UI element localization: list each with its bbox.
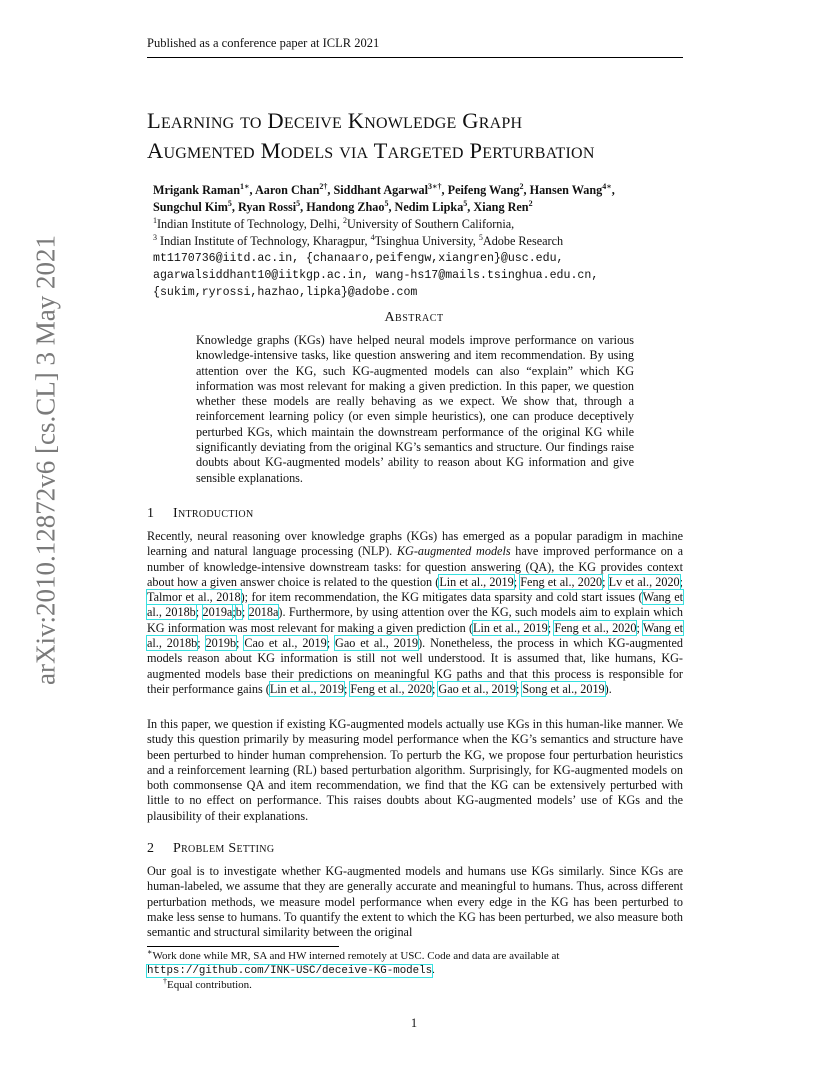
citation-link[interactable]: Cao et al., 2019: [244, 636, 327, 651]
author-name: Mrigank Raman: [153, 183, 241, 197]
citation-link[interactable]: Lin et al., 2019: [269, 681, 344, 696]
author-mark: 1∗: [240, 181, 250, 191]
body-text: ;: [513, 574, 521, 589]
citation-link[interactable]: Lv et al., 2020: [608, 574, 680, 589]
footnote-1: [147, 949, 683, 978]
author-mark: 2: [519, 181, 524, 191]
intro-paragraph-1: [147, 529, 683, 697]
section-1-heading: [147, 506, 253, 522]
email-line: {sukim,ryrossi,hazhao,lipka}@adobe.com: [153, 286, 418, 299]
citation-link[interactable]: Song et al., 2019: [522, 681, 605, 696]
body-text: ;: [195, 605, 203, 620]
author-name: Sungchul Kim: [153, 200, 228, 214]
body-text: ;: [602, 574, 609, 589]
problem-setting-paragraph: Our goal is to investigate whether KG-augmented models and humans use KGs similarly. Since KGs are human-labeled, we assume that they are generally accurate and meaningful to humans. Thus, across different perturbation methods, we measure model performance when every edge in the KG has been perturbed to make less sense to humans. To quantify the extent to which the KG has been perturbed, we also measure both semantic and structural similarity between the original: [147, 864, 683, 940]
author-separator: ,: [611, 183, 615, 197]
citation-link[interactable]: Gao et al., 2019: [438, 681, 516, 696]
body-text: ;: [431, 681, 439, 696]
author-name: , Aaron Chan: [249, 183, 320, 197]
author-name: , Ryan Rossi: [231, 200, 297, 214]
title-line-2: Augmented Models via Targeted Perturbation: [147, 138, 595, 163]
citation-link[interactable]: 2019b: [205, 636, 237, 651]
arxiv-id[interactable]: arXiv:2010.12872v6 [cs.CL] 3 May 2021: [30, 235, 61, 685]
body-text: ;: [547, 620, 555, 635]
body-text: ;: [241, 605, 249, 620]
section-title: Problem Setting: [173, 841, 275, 856]
author-mark: 5: [384, 198, 389, 208]
footnote-text: Work done while MR, SA and HW interned remotely at USC. Code and data are available at: [152, 950, 560, 962]
section-number: 2: [147, 841, 155, 856]
body-text: ). Nonetheless, the process in which KG-augmented models reason about KG information is still not well understood. It is assumed that, like humans, KG-augmented models base their predictions on meaningful KG paths and that this process is responsible for their performance gains (: [147, 636, 684, 696]
email-line: agarwalsiddhant10@iitkgp.ac.in, wang-hs17@mails.tsinghua.edu.cn,: [153, 269, 599, 282]
author-mark: 4∗: [602, 181, 612, 191]
body-text: ;: [679, 574, 684, 589]
body-text: Recently, neural reasoning over knowledge graphs (KGs) has emerged as a popular paradigm in machine learning and natural language processing (NLP).: [147, 529, 683, 559]
author-name: , Xiang Ren: [467, 200, 529, 214]
body-text: ). Furthermore, by using attention over the KG, such models aim to explain which KG information was most relevant for making a given prediction (: [147, 605, 684, 635]
body-text: ;: [232, 605, 236, 620]
citation-link[interactable]: 2019a: [202, 605, 233, 620]
section-2-heading: [147, 841, 274, 857]
email-line: mt1170736@iitd.ac.in, {chanaaro,peifengw,xiangren}@usc.edu,: [153, 252, 564, 265]
body-text: ;: [515, 681, 523, 696]
citation-link[interactable]: Feng et al., 2020: [520, 574, 603, 589]
footnote-rule: [147, 946, 339, 947]
affiliation-mark: 3: [153, 232, 157, 242]
affiliation-text: University of Southern California,: [346, 217, 515, 231]
section-title: Introduction: [173, 506, 254, 521]
body-text: ;: [343, 681, 351, 696]
citation-link[interactable]: 2018a: [248, 605, 279, 620]
author-block: [153, 182, 693, 301]
citation-link[interactable]: Lin et al., 2019: [473, 620, 548, 635]
affiliation-text: Indian Institute of Technology, Delhi,: [157, 217, 343, 231]
affiliation-mark: 1: [153, 215, 157, 225]
affiliation-row-1: [153, 216, 693, 233]
footnote-mark: †: [163, 976, 167, 986]
affiliation-row-2: [153, 233, 693, 250]
page-number: 1: [410, 1016, 418, 1030]
footnote-mark: ∗: [147, 947, 153, 957]
affiliation-text: Indian Institute of Technology, Kharagpur,: [157, 234, 371, 248]
affiliation-mark: 5: [478, 232, 483, 242]
citation-link[interactable]: Lin et al., 2019: [439, 574, 514, 589]
footnotes: [147, 949, 683, 992]
affiliation-text: Tsinghua University,: [374, 234, 479, 248]
body-text: ); for item recommendation, the KG mitigates data sparsity and cold start issues (: [240, 590, 643, 605]
author-mark: 2: [528, 198, 533, 208]
body-text: have improved performance on a number of knowledge-intensive downstream tasks: for question answering (QA), the KG provides context about how a given answer choice is related to the question (: [147, 544, 683, 589]
code-url-link[interactable]: https://github.com/INK-USC/deceive-KG-models: [147, 965, 433, 977]
author-mark: 5: [227, 198, 232, 208]
body-text: ;: [197, 636, 206, 651]
citation-link[interactable]: Talmor et al., 2018: [147, 590, 241, 605]
author-mark: 3∗†: [428, 181, 442, 191]
author-name: , Siddhant Agarwal: [327, 183, 428, 197]
author-name: , Peifeng Wang: [441, 183, 520, 197]
body-text: ;: [326, 636, 336, 651]
author-mark: 5: [463, 198, 468, 208]
author-name: , Hansen Wang: [523, 183, 603, 197]
citation-link[interactable]: b: [235, 605, 242, 620]
citation-link[interactable]: Feng et al., 2020: [554, 620, 637, 635]
author-name: , Handong Zhao: [300, 200, 385, 214]
intro-paragraph-2: In this paper, we question if existing KG-augmented models actually use KGs in this human-like manner. We study this question primarily by measuring model performance when the KG’s semantics and structure have been perturbed to hinder human comprehension. To perturb the KG, we propose four perturbation heuristics and a reinforcement learning (RL) based perturbation algorithm. Surprisingly, for KG-augmented models on both commonsense QA and item recommendation, we find that the KG can be extensively perturbed with little to no effect on performance. This raises doubts about KG-augmented models’ use of KGs and the plausibility of their explanations.: [147, 717, 683, 823]
author-mark: 2†: [319, 181, 328, 191]
citation-link[interactable]: Feng et al., 2020: [350, 681, 432, 696]
body-text: ;: [236, 636, 245, 651]
body-text: ;: [636, 620, 643, 635]
body-text: ).: [604, 681, 612, 696]
running-header: Published as a conference paper at ICLR 2021: [147, 36, 683, 58]
footnote-text: .: [432, 964, 435, 976]
citation-link[interactable]: Wang et al., 2018b: [147, 590, 684, 620]
affiliation-mark: 2: [342, 215, 347, 225]
abstract-text: Knowledge graphs (KGs) have helped neural models improve performance on various knowledge-intensive tasks, like question answering and item recommendation. By using attention over the KG, such KG-augmented models can also “explain” which KG information was most relevant for making a given prediction. In this paper, we question whether these models are really behaving as we expect. We show that, through a reinforcement learning policy (or even simple heuristics), one can produce deceptively perturbed KGs, which maintain the downstream performance of the original KG while significantly deviating from the original KG’s semantics and structure. Our findings raise doubts about KG-augmented models’ ability to reason about KG information and give sensible explanations.: [196, 333, 634, 485]
author-mark: 5: [296, 198, 301, 208]
citation-link[interactable]: Wang et al., 2018b: [147, 620, 684, 651]
affiliation-text: Adobe Research: [482, 234, 564, 248]
title-line-1: Learning to Deceive Knowledge Graph: [147, 108, 523, 133]
paper-title: [147, 106, 707, 166]
author-row-1: [153, 182, 693, 199]
affiliation-mark: 4: [370, 232, 375, 242]
citation-link[interactable]: Gao et al., 2019: [335, 636, 419, 651]
author-name: , Nedim Lipka: [388, 200, 464, 214]
footnote-2: [147, 978, 683, 992]
abstract-heading: Abstract: [384, 310, 444, 325]
author-row-2: [153, 199, 693, 216]
emphasis-text: KG-augmented models: [396, 544, 511, 559]
section-number: 1: [147, 506, 155, 521]
footnote-text: Equal contribution.: [167, 979, 252, 991]
